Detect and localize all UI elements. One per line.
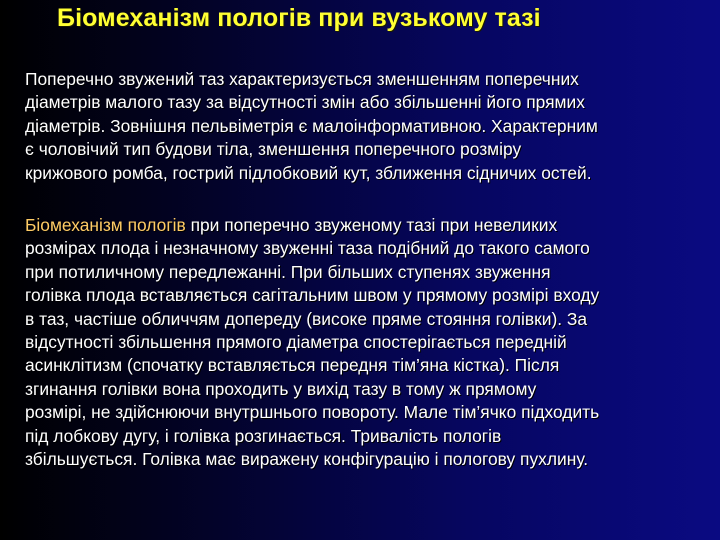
paragraph-line: є чоловічий тип будови тіла, зменшення поперечного розміру — [25, 139, 522, 160]
paragraph-line: Поперечно звужений таз характеризується зменшенням поперечних — [25, 69, 579, 89]
paragraph-line: розмірі, не здійснюючи внутршнього повороту. Мале тім’ячко підходить — [25, 402, 600, 423]
paragraph-line: крижового ромба, гострий підлобковий кут, зближення сідничих остей. — [25, 162, 592, 183]
paragraph-line: при потиличному передлежанні. При більших ступенях звуження — [25, 261, 551, 282]
paragraph-line: голівка плода вставляється сагітальним швом у прямому розмірі входу — [25, 285, 600, 306]
paragraph-first-line — [25, 214, 700, 237]
paragraph-line: під лобкову дугу, і голівка розгинається. Тривалість пологів — [25, 425, 502, 446]
paragraph-line: діаметрів малого тазу за відсутності змін або збільшенні його прямих — [25, 92, 585, 113]
paragraph-line: діаметрів. Зовнішня пельвіметрія є малоінформативною. Характерним — [25, 115, 598, 136]
slide-title: Біомеханізм пологів при вузькому тазі — [57, 4, 541, 32]
paragraph-line: збільшується. Голівка має виражену конфігурацію і пологову пухлину. — [25, 449, 589, 470]
paragraph-labor-biomechanism — [25, 214, 700, 471]
paragraph-line: в таз, частіше обличчям допереду (високе пряме стояння голівки). За — [25, 308, 588, 329]
paragraph-narrow-pelvis-description — [25, 68, 700, 185]
paragraph-line: згинання голівки вона проходить у вихід тазу в тому ж прямому — [25, 378, 537, 399]
paragraph-line: розмірах плода і незначному звуженні таза подібний до такого самого — [25, 238, 590, 259]
paragraph-line-rest: при поперечно звуженому тазі при невеликих — [185, 215, 558, 235]
paragraph-line: асинклітизм (спочатку вставляється передня тім’яна кістка). Після — [25, 355, 560, 376]
paragraph-line: відсутності збільшення прямого діаметра спостерігається передній — [25, 332, 567, 353]
highlighted-term: Біомеханізм пологів — [25, 215, 186, 235]
